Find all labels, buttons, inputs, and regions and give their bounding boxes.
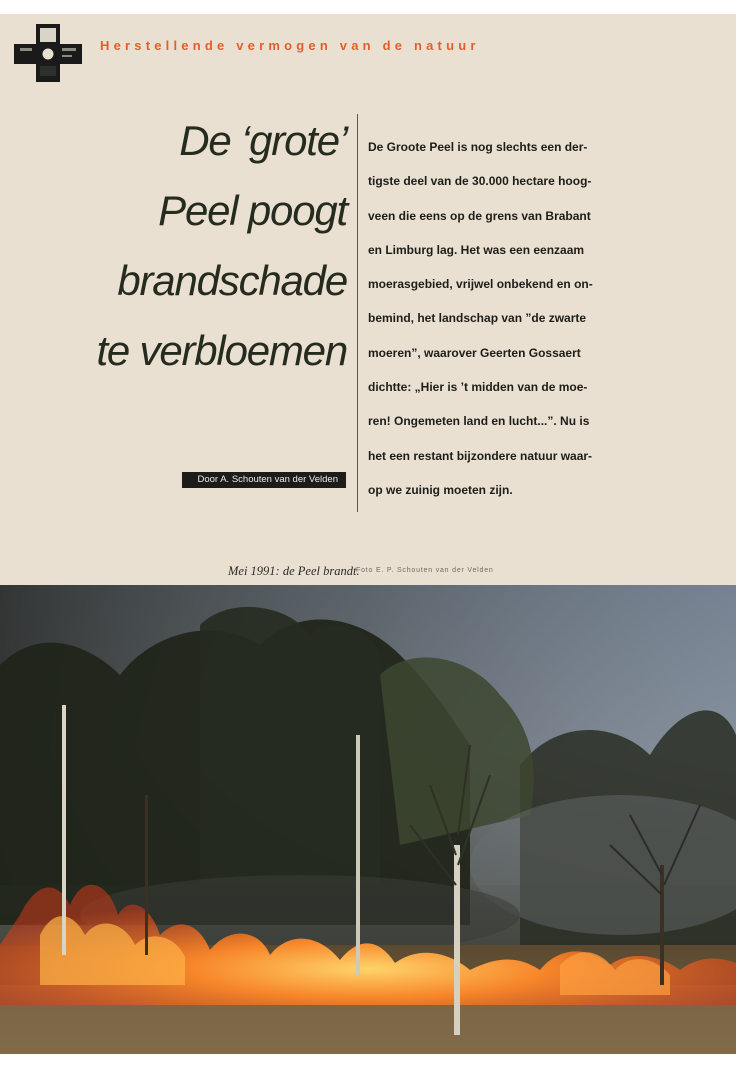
column-divider — [357, 114, 358, 512]
photo-credit: Foto E. P. Schouten van der Velden — [356, 567, 494, 574]
intro-line: tigste deel van de 30.000 hectare hoog- — [368, 174, 592, 189]
intro-line: op we zuinig moeten zijn. — [368, 482, 513, 497]
headline-line: De ‘grote’ — [179, 117, 347, 164]
article-headline — [96, 106, 347, 386]
intro-line: moeren”, waarover Geerten Gossaert — [368, 345, 581, 360]
headline-line: Peel poogt — [158, 187, 347, 234]
intro-line: De Groote Peel is nog slechts een der- — [368, 140, 588, 154]
magazine-logo — [14, 24, 82, 82]
intro-line: dichtte: „Hier is ’t midden van de moe- — [368, 380, 588, 395]
magazine-page — [0, 14, 736, 1054]
intro-line: ren! Ongemeten land en lucht...”. Nu is — [368, 414, 590, 429]
intro-paragraph — [368, 130, 630, 507]
section-kicker: Herstellende vermogen van de natuur — [100, 38, 480, 53]
headline-line: te verbloemen — [96, 327, 347, 374]
author-byline: Door A. Schouten van der Velden — [182, 472, 346, 488]
intro-line: bemind, het landschap van ”de zwarte — [368, 311, 587, 326]
photo-caption: Mei 1991: de Peel brandt. — [228, 564, 360, 578]
intro-line: veen die eens op de grens van Brabant — [368, 208, 591, 223]
intro-line: en Limburg lag. Het was een eenzaam — [368, 242, 585, 257]
intro-line: moerasgebied, vrijwel onbekend en on- — [368, 277, 593, 292]
intro-line: het een restant bijzondere natuur waar- — [368, 448, 593, 463]
fire-photo — [0, 585, 736, 1054]
headline-line: brandschade — [117, 257, 347, 304]
